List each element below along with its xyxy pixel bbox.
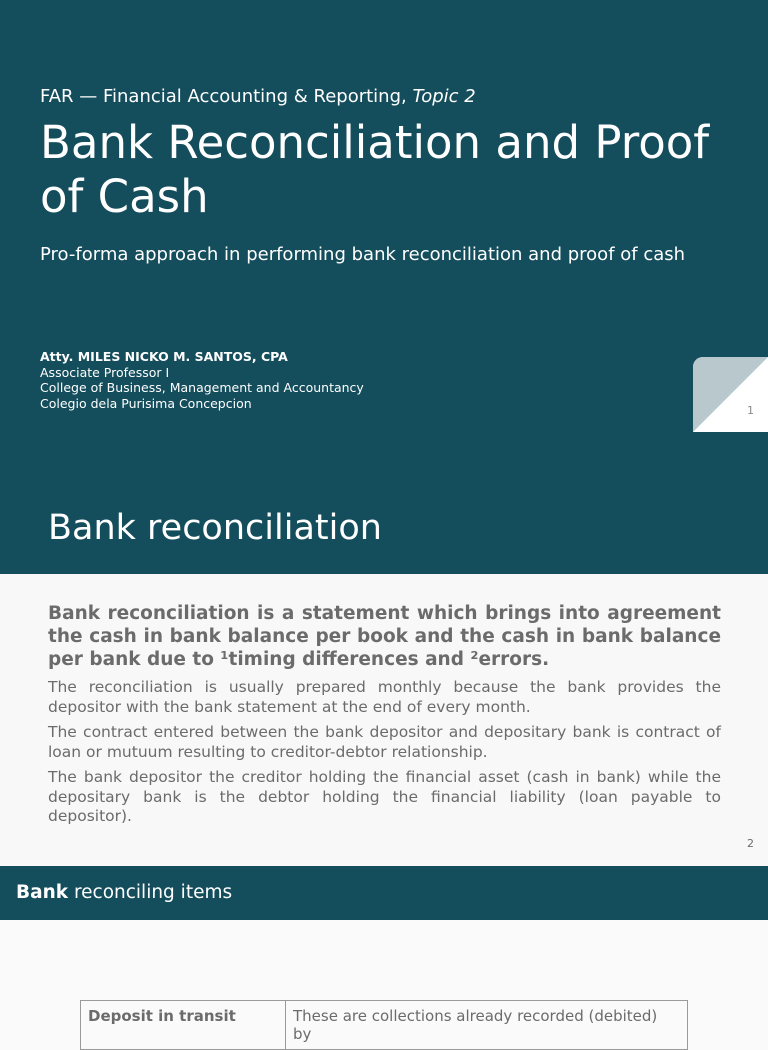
- item-term: Deposit in transit: [81, 1001, 286, 1050]
- page-corner-decoration: [693, 357, 768, 432]
- section-heading: Bank reconciliation: [48, 508, 382, 548]
- author-block: [40, 349, 364, 411]
- topic-label: Topic 2: [412, 86, 476, 107]
- author-name: Atty. MILES NICKO M. SANTOS, CPA: [40, 349, 288, 364]
- course-kicker: [40, 86, 476, 107]
- paragraph-contract: The contract entered between the bank depositor and depositary bank is contract of loan or mutuum resulting to creditor-debtor relationship.: [48, 723, 721, 761]
- author-position: Associate Professor I: [40, 364, 170, 380]
- page-number: 2: [747, 837, 754, 850]
- slide-title: Bank Reconciliation and Proof of Cash: [40, 116, 710, 223]
- definition-lead: Bank reconciliation is a statement which brings into agreement the cash in bank balance per book and the cash in bank balance per bank due to ¹timing differences and ²errors.: [48, 603, 721, 670]
- item-definition: These are collections already recorded (debited) by: [286, 1001, 688, 1050]
- table-row: [81, 1001, 688, 1050]
- section-heading: [16, 882, 232, 903]
- paragraph-creditor-debtor: The bank depositor the creditor holding the financial asset (cash in bank) while the depositary bank is the debtor holding the financial liability (loan payable to depositor).: [48, 768, 721, 825]
- page-number: 1: [747, 404, 754, 417]
- reconciling-items-table: [80, 1000, 688, 1050]
- paragraph-monthly: The reconciliation is usually prepared monthly because the bank provides the depositor with the bank statement at the end of every month.: [48, 678, 721, 716]
- heading-rest-part: reconciling items: [68, 882, 233, 903]
- reconciling-items-body: [0, 920, 768, 1043]
- section-header: [0, 452, 768, 574]
- heading-bold-part: Bank: [16, 882, 69, 903]
- author-school: Colegio dela Purisima Concepcion: [40, 395, 252, 411]
- definition-slide-body: [0, 574, 768, 865]
- title-slide: [0, 0, 768, 452]
- author-college: College of Business, Management and Accountancy: [40, 380, 364, 395]
- course-name: FAR — Financial Accounting & Reporting,: [40, 86, 413, 107]
- corner-triangle-shape: [693, 357, 768, 432]
- slide-subtitle: Pro-forma approach in performing bank reconciliation and proof of cash: [40, 244, 686, 265]
- section-header: [0, 866, 768, 920]
